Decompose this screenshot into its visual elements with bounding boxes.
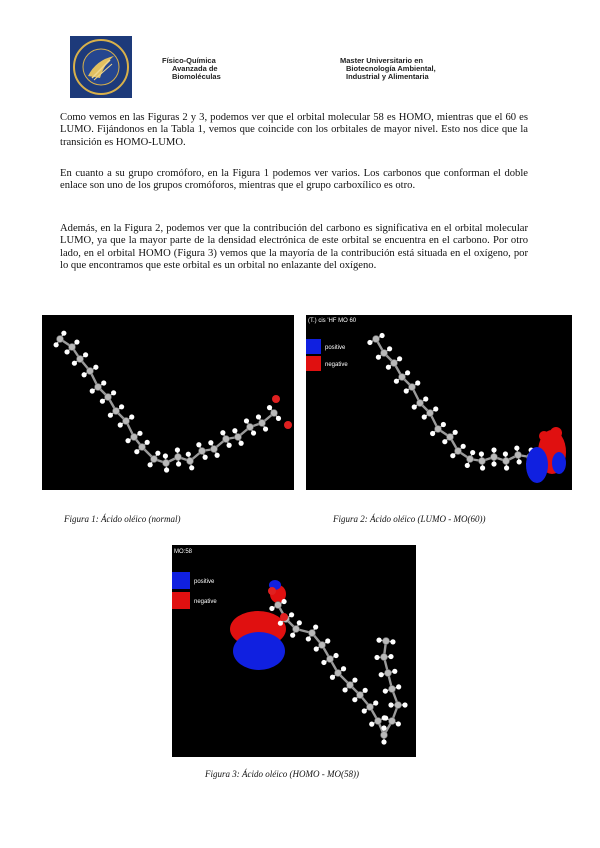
molecule-chain xyxy=(268,587,408,745)
orbital-lobes xyxy=(230,580,286,670)
program-line: Biotecnología Ambiental, xyxy=(346,64,436,73)
course-line: Biomoléculas xyxy=(172,72,221,81)
university-logo xyxy=(70,36,132,98)
paragraph: Además, en la Figura 2, podemos ver que la contribución del carbono es significativa en el orbital molecular LUMO, ya que la mayor parte de la densidad electrónica de este orbital se encuentra en el carbono. Por otro lado, en el orbital HOMO (Figura 3) vemos que la mayoría de la contribución está situada en el oxígeno, por lo que encontramos que este orbital es un orbital no enlazante del oxígeno. xyxy=(60,223,528,272)
course-line: Físico-Química xyxy=(162,56,216,65)
legend-negative-swatch xyxy=(306,356,321,371)
legend-negative-label: negative xyxy=(325,362,348,368)
figure-3-caption: Figura 3: Ácido oléico (HOMO - MO(58)) xyxy=(205,769,359,779)
figure-1-caption: Figura 1: Ácido oléico (normal) xyxy=(64,514,181,524)
molecule-chain xyxy=(54,331,292,473)
molecule-chain xyxy=(367,333,533,471)
figure-2-lumo xyxy=(306,315,572,490)
legend-positive-label: positive xyxy=(194,579,215,585)
legend-positive-swatch xyxy=(172,572,190,589)
legend-negative-swatch xyxy=(172,592,190,609)
program-line: Master Universitario en xyxy=(340,56,423,65)
legend-negative-label: negative xyxy=(194,599,217,605)
figure-3-homo xyxy=(172,545,416,757)
course-title xyxy=(162,57,272,81)
program-line: Industrial y Alimentaria xyxy=(346,72,429,81)
course-line: Avanzada de xyxy=(172,64,218,73)
figure-2-caption: Figura 2: Ácido oléico (LUMO - MO(60)) xyxy=(333,514,486,524)
paragraph: Como vemos en las Figuras 2 y 3, podemos ver que el orbital molecular 58 es HOMO, mientras que el 60 es LUMO. Fijándonos en la Tabla 1, vemos que coincide con los orbitales de mayor nivel. Esto nos dice que la transición es HOMO-LUMO. xyxy=(60,112,528,148)
paragraph: En cuanto a su grupo cromóforo, en la Figura 1 podemos ver varios. Los carbonos que conforman el doble enlace son uno de los grupos cromóforos, mientras que el grupo carboxílico es otro. xyxy=(60,168,528,192)
figure-1-molecule xyxy=(42,315,294,490)
figure-title: (T.) cis 'HF MO 60 xyxy=(308,318,357,324)
figure-title: MO:58 xyxy=(174,549,193,555)
orbital-lobes xyxy=(526,427,566,483)
program-title xyxy=(340,57,480,81)
legend-positive-label: positive xyxy=(325,345,346,351)
legend-positive-swatch xyxy=(306,339,321,354)
